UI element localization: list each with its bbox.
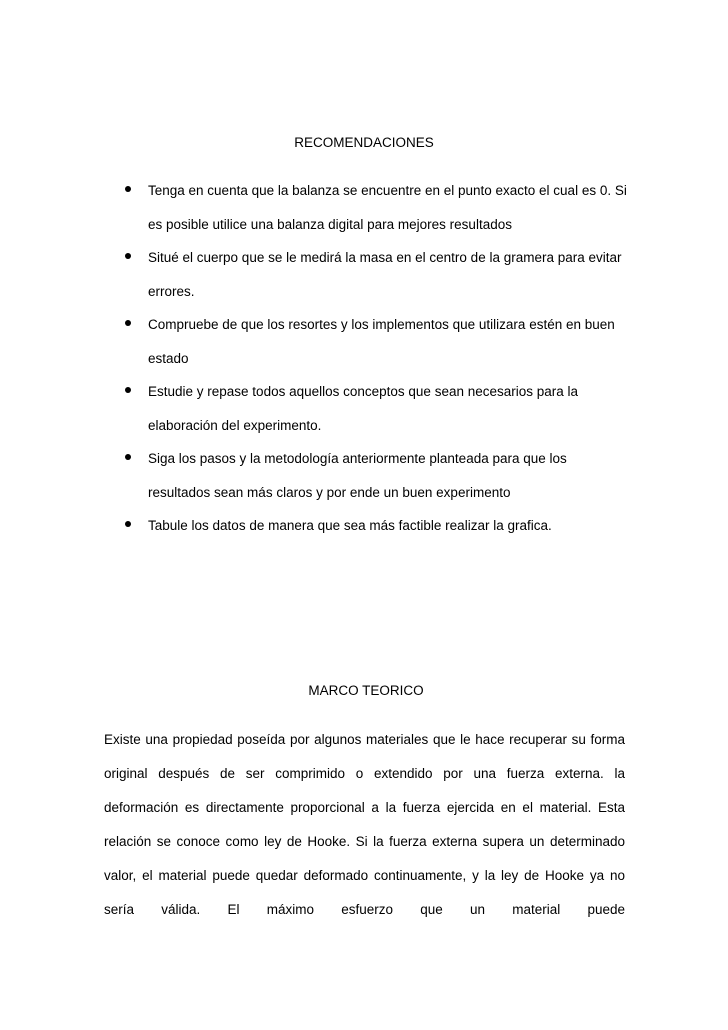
bullet-icon [124,375,136,409]
list-item-text: Tabule los datos de manera que sea más factible realizar la grafica. [148,518,552,533]
bullet-icon [124,174,136,208]
bullet-icon [124,442,136,476]
marco-teorico-heading: MARCO TEORICO [308,683,424,698]
list-item [0,308,728,375]
list-item-text: Situé el cuerpo que se le medirá la masa en el centro de la gramera para evitar errores. [148,250,622,299]
list-item-text: Tenga en cuenta que la balanza se encuentre en el punto exacto el cual es 0. Si es posible utilice una balanza digital para mejores resultados [148,183,627,232]
list-item [0,442,728,509]
recommendations-list [0,174,728,543]
list-item-text: Compruebe de que los resortes y los implementos que utilizara estén en buen estado [148,317,615,366]
list-item-text: Estudie y repase todos aquellos conceptos que sean necesarios para la elaboración del experimento. [148,384,579,433]
list-item [0,375,728,442]
list-item [0,241,728,308]
marco-teorico-paragraph: Existe una propiedad poseída por algunos materiales que le hace recuperar su forma original después de ser comprimido o extendido por una fuerza externa. la deformación es directamente proporcional a la fuerza ejercida en el material. Esta relación se conoce como ley de Hooke. Si la fuerza externa supera un determinado valor, el material puede quedar deformado continuamente, y la ley de Hooke ya no sería válida. El máximo esfuerzo que un material puede [104,732,625,917]
bullet-icon [124,241,136,275]
bullet-icon [124,509,136,543]
bullet-icon [124,308,136,342]
list-item [0,509,728,543]
recomendaciones-heading: RECOMENDACIONES [294,135,434,150]
list-item [0,174,728,241]
list-item-text: Siga los pasos y la metodología anteriormente planteada para que los resultados sean más claros y por ende un buen experimento [148,451,567,500]
